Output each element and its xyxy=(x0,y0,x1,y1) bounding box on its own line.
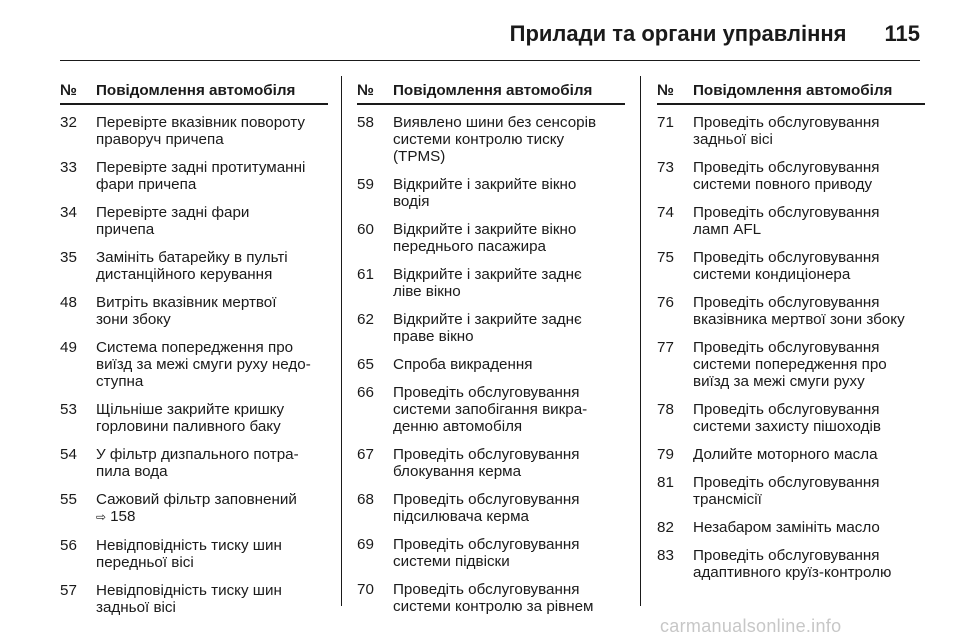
column-divider xyxy=(640,76,641,606)
message-text-block xyxy=(393,446,625,480)
message-code: 75 xyxy=(657,249,674,266)
header-number-label: № xyxy=(657,82,674,99)
message-text-block xyxy=(96,294,328,328)
message-text: Проведіть обслуговування системи підвіски xyxy=(393,536,580,570)
message-text: Відкрийте і закрийте заднє ліве вікно xyxy=(393,266,582,300)
message-text: У фільтр дизпального потра- пила вода xyxy=(96,446,299,480)
message-text: Перевірте задні фари причепа xyxy=(96,204,250,238)
message-text-block xyxy=(693,547,925,581)
message-code: 69 xyxy=(357,536,374,553)
message-text-block xyxy=(96,249,328,283)
message-text-block xyxy=(96,537,328,571)
message-text-block xyxy=(693,339,925,390)
message-text-block xyxy=(393,176,625,210)
message-row xyxy=(357,536,625,570)
message-text: Невідповідність тиску шин передньої вісі xyxy=(96,537,282,571)
message-row xyxy=(657,204,925,238)
message-row xyxy=(357,581,625,615)
message-text-block xyxy=(393,114,625,165)
message-code: 48 xyxy=(60,294,77,311)
message-row xyxy=(657,547,925,581)
message-text: Проведіть обслуговування системи контролю за рівнем xyxy=(393,581,594,615)
message-code: 78 xyxy=(657,401,674,418)
message-text: Перевірте вказівник повороту праворуч причепа xyxy=(96,114,306,148)
page-number: 115 xyxy=(884,21,920,46)
message-text: Долийте моторного масла xyxy=(693,446,878,463)
page-title: Прилади та органи управління xyxy=(509,21,847,46)
message-text: Сажовий фільтр заповнений xyxy=(96,491,297,508)
message-text: Незабаром замініть масло xyxy=(693,519,880,536)
message-code: 55 xyxy=(60,491,77,508)
message-row xyxy=(657,339,925,390)
message-column-2 xyxy=(357,82,625,626)
message-code: 35 xyxy=(60,249,77,266)
message-text: Проведіть обслуговування системи попередження про виїзд за межі смуги руху xyxy=(693,339,887,390)
message-row xyxy=(60,159,328,193)
message-text-block xyxy=(693,519,925,536)
message-text: Проведіть обслуговування системи кондиціонера xyxy=(693,249,880,283)
message-row xyxy=(357,384,625,435)
message-row xyxy=(60,491,328,526)
message-text-block xyxy=(393,221,625,255)
message-text-block xyxy=(96,159,328,193)
message-text: Виявлено шини без сенсорів системи контролю тиску (TPMS) xyxy=(393,114,597,165)
message-code: 33 xyxy=(60,159,77,176)
message-row xyxy=(357,356,625,373)
message-code: 53 xyxy=(60,401,77,418)
message-code: 83 xyxy=(657,547,674,564)
message-text: Спроба викрадення xyxy=(393,356,533,373)
message-text: Проведіть обслуговування задньої вісі xyxy=(693,114,880,148)
message-code: 49 xyxy=(60,339,77,356)
message-row xyxy=(60,114,328,148)
message-text-block xyxy=(393,356,625,373)
message-text-block xyxy=(693,249,925,283)
message-row xyxy=(60,249,328,283)
message-code: 77 xyxy=(657,339,674,356)
message-text: Проведіть обслуговування адаптивного круїз-контролю xyxy=(693,547,892,581)
message-code: 70 xyxy=(357,581,374,598)
message-text: Проведіть обслуговування системи запобігання викра- денню автомобіля xyxy=(393,384,588,435)
message-text: Система попередження про виїзд за межі смуги руху недо- ступна xyxy=(96,339,311,390)
message-text: Проведіть обслуговування ламп AFL xyxy=(693,204,880,238)
message-text-block xyxy=(393,311,625,345)
message-text-block xyxy=(96,114,328,148)
message-text: Проведіть обслуговування вказівника мертвої зони збоку xyxy=(693,294,905,328)
message-text-block xyxy=(393,266,625,300)
message-code: 76 xyxy=(657,294,674,311)
header-message-label: Повідомлення автомобіля xyxy=(693,82,893,99)
message-text-block xyxy=(393,581,625,615)
message-text-block xyxy=(693,294,925,328)
message-row xyxy=(357,491,625,525)
column-divider xyxy=(341,76,342,606)
message-row xyxy=(657,294,925,328)
message-text: Проведіть обслуговування блокування керма xyxy=(393,446,580,480)
message-code: 56 xyxy=(60,537,77,554)
message-text: Витріть вказівник мертвої зони збоку xyxy=(96,294,277,328)
message-text-block xyxy=(96,401,328,435)
message-row xyxy=(657,249,925,283)
message-row xyxy=(60,339,328,390)
message-text: Проведіть обслуговування підсилювача керма xyxy=(393,491,580,525)
message-text-block xyxy=(96,339,328,390)
page-reference-link[interactable]: 158 xyxy=(110,508,136,525)
message-text: Замініть батарейку в пульті дистанційного керування xyxy=(96,249,288,283)
message-row xyxy=(60,294,328,328)
message-text: Відкрийте і закрийте вікно переднього пасажира xyxy=(393,221,577,255)
message-code: 79 xyxy=(657,446,674,463)
message-row xyxy=(60,537,328,571)
message-row xyxy=(60,204,328,238)
column-header xyxy=(357,82,625,105)
message-text: Щільніше закрийте кришку горловини паливного баку xyxy=(96,401,285,435)
message-row xyxy=(60,401,328,435)
message-text-block xyxy=(693,159,925,193)
message-text: Відкрийте і закрийте вікно водія xyxy=(393,176,577,210)
message-code: 66 xyxy=(357,384,374,401)
header-number-label: № xyxy=(60,82,77,99)
header-divider xyxy=(60,60,920,61)
message-text-block xyxy=(693,401,925,435)
message-code: 58 xyxy=(357,114,374,131)
message-code: 82 xyxy=(657,519,674,536)
message-row xyxy=(357,221,625,255)
message-code: 68 xyxy=(357,491,374,508)
message-text-block xyxy=(393,491,625,525)
message-text: Відкрийте і закрийте заднє праве вікно xyxy=(393,311,582,345)
message-code: 32 xyxy=(60,114,77,131)
message-code: 34 xyxy=(60,204,77,221)
message-row xyxy=(657,401,925,435)
message-text-block xyxy=(693,204,925,238)
header-number-label: № xyxy=(357,82,374,99)
message-row xyxy=(657,519,925,536)
message-row xyxy=(357,176,625,210)
message-row xyxy=(60,582,328,616)
message-row xyxy=(60,446,328,480)
message-row xyxy=(357,311,625,345)
message-text-block xyxy=(693,114,925,148)
message-code: 73 xyxy=(657,159,674,176)
message-text-block xyxy=(393,384,625,435)
header-message-label: Повідомлення автомобіля xyxy=(393,82,593,99)
column-header xyxy=(657,82,925,105)
header-message-label: Повідомлення автомобіля xyxy=(96,82,296,99)
message-code: 54 xyxy=(60,446,77,463)
message-text: Проведіть обслуговування трансмісії xyxy=(693,474,880,508)
message-code: 60 xyxy=(357,221,374,238)
watermark: carmanualsonline.info xyxy=(660,616,842,636)
message-text: Перевірте задні протитуманні фари причепа xyxy=(96,159,306,193)
message-text-block xyxy=(96,491,328,526)
message-text-block xyxy=(96,446,328,480)
message-code: 65 xyxy=(357,356,374,373)
page-header xyxy=(60,16,920,52)
message-column-1 xyxy=(60,82,328,627)
message-row xyxy=(657,159,925,193)
page-reference-icon: ⇨ xyxy=(96,510,107,524)
message-text: Проведіть обслуговування системи повного приводу xyxy=(693,159,880,193)
message-text-block xyxy=(393,536,625,570)
column-header xyxy=(60,82,328,105)
message-row xyxy=(357,114,625,165)
message-code: 61 xyxy=(357,266,374,283)
message-code: 59 xyxy=(357,176,374,193)
message-text-block xyxy=(96,582,328,616)
message-column-3 xyxy=(657,82,925,592)
message-code: 71 xyxy=(657,114,674,131)
message-code: 62 xyxy=(357,311,374,328)
message-code: 74 xyxy=(657,204,674,221)
message-code: 57 xyxy=(60,582,77,599)
message-code: 81 xyxy=(657,474,674,491)
message-text: Проведіть обслуговування системи захисту пішоходів xyxy=(693,401,881,435)
message-text: Невідповідність тиску шин задньої вісі xyxy=(96,582,282,616)
message-text-block xyxy=(96,204,328,238)
message-row xyxy=(357,266,625,300)
message-row xyxy=(657,474,925,508)
message-text-block xyxy=(693,446,925,463)
message-row xyxy=(357,446,625,480)
message-row xyxy=(657,446,925,463)
message-row xyxy=(657,114,925,148)
message-code: 67 xyxy=(357,446,374,463)
message-text-block xyxy=(693,474,925,508)
